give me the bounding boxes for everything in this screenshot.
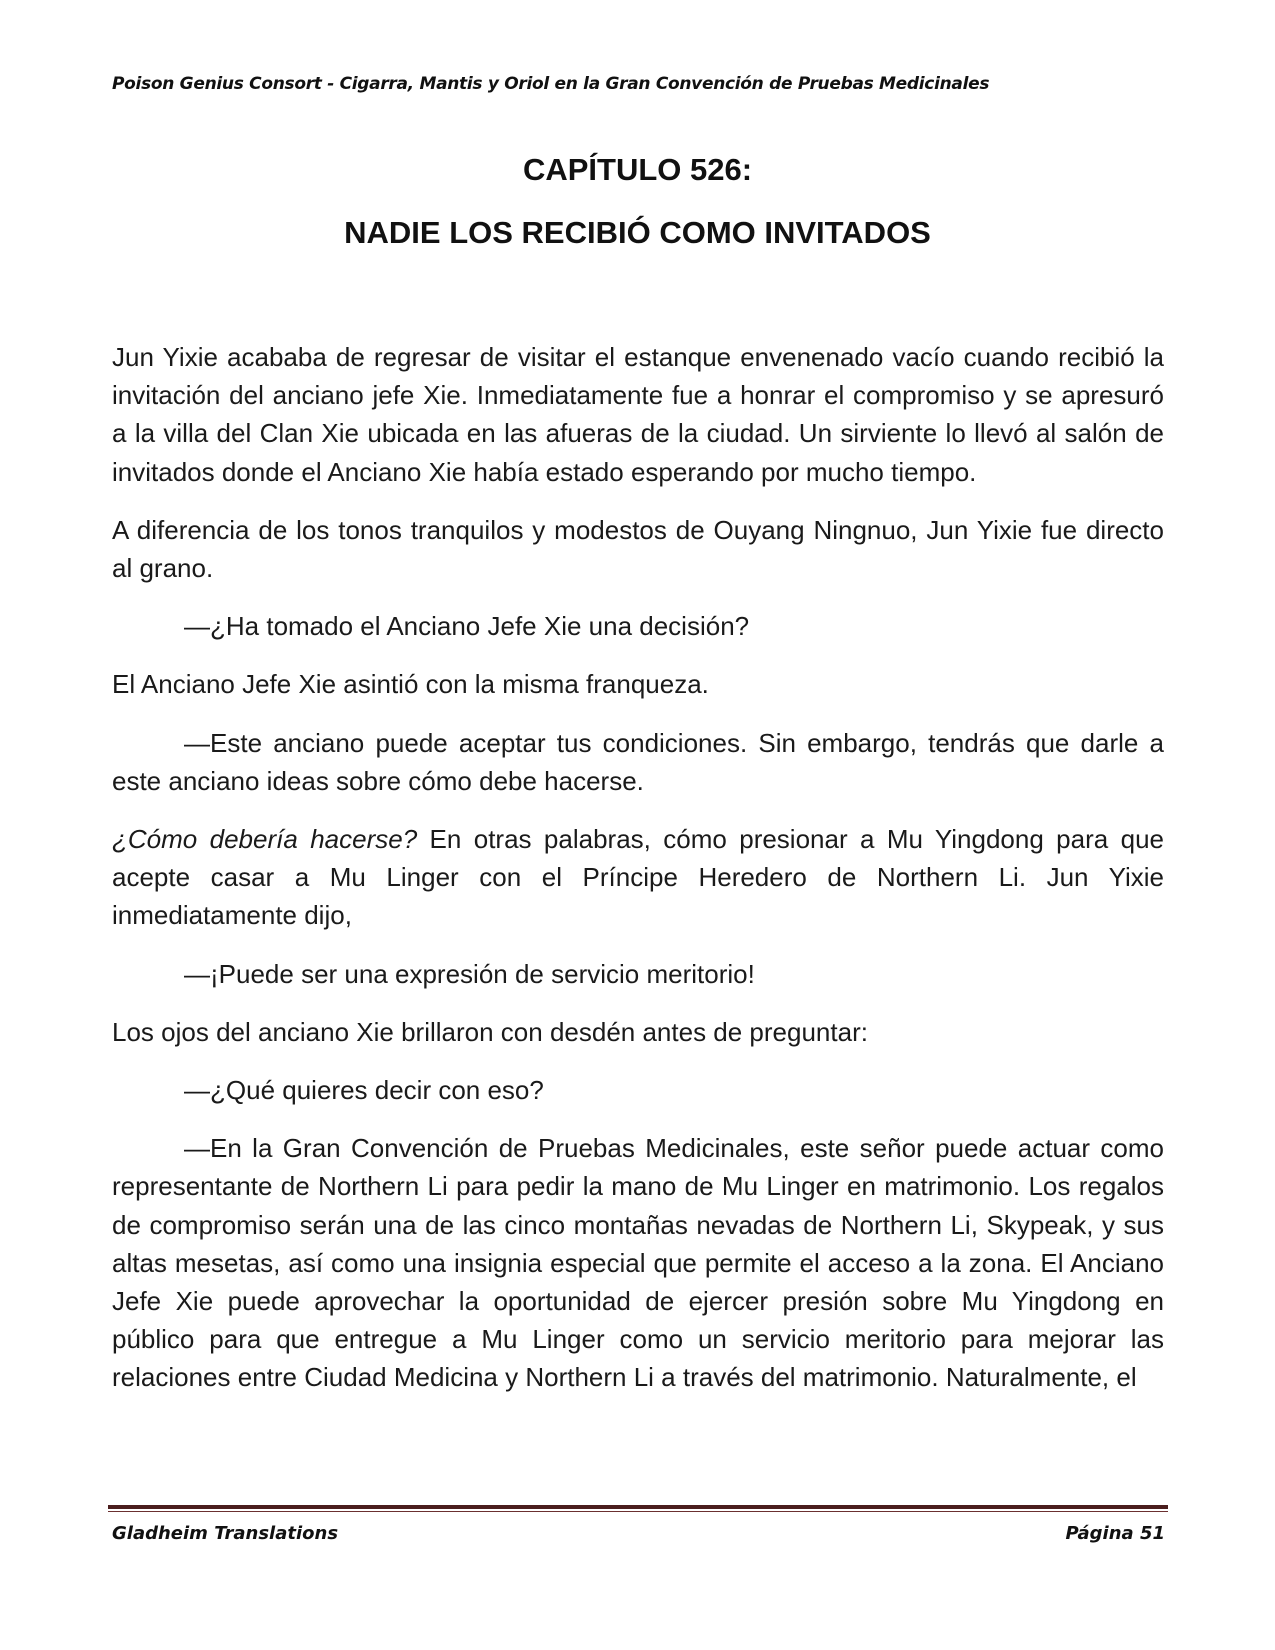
dialogue-line: —En la Gran Convención de Pruebas Medicinales, este señor puede actuar como representante de Northern Li para pedir la mano de Mu Linger en matrimonio. Los regalos de compromiso serán una de las cinco montañas nevadas de Northern Li, Skypeak, y sus altas mesetas, así como una insignia especial que permite el acceso a la zona. El Anciano Jefe Xie puede aprovechar la oportunidad de ejercer presión sobre Mu Yingdong en público para que entregue a Mu Linger como un servicio meritorio para mejorar las relaciones entre Ciudad Medicina y Northern Li a través del matrimonio. Naturalmente, el (112, 1133, 1164, 1393)
paragraph: A diferencia de los tonos tranquilos y modestos de Ouyang Ningnuo, Jun Yixie fue directo al grano. (112, 514, 1164, 584)
dialogue-line: —¿Qué quieres decir con eso? (184, 1075, 544, 1106)
footer-translator: Gladheim Translations (112, 1523, 339, 1544)
dialogue-line: —¿Ha tomado el Anciano Jefe Xie una decisión? (184, 611, 750, 642)
footer-divider (108, 1505, 1168, 1512)
paragraph (112, 820, 1164, 935)
chapter-title: NADIE LOS RECIBIÓ COMO INVITADOS (344, 215, 931, 250)
paragraph: Los ojos del anciano Xie brillaron con desdén antes de preguntar: (112, 1016, 868, 1047)
page-number: Página 51 (1065, 1523, 1165, 1544)
running-header: Poison Genius Consort - Cigarra, Mantis y Oriol en la Gran Convención de Pruebas Medicinales (112, 74, 990, 94)
dialogue-line: —¡Puede ser una expresión de servicio meritorio! (184, 958, 755, 989)
footer-divider-thick (108, 1505, 1168, 1509)
paragraph: Jun Yixie acababa de regresar de visitar el estanque envenenado vacío cuando recibió la invitación del anciano jefe Xie. Inmediatamente fue a honrar el compromiso y se apresuró a la villa del Clan Xie ubicada en las afueras de la ciudad. Un sirviente lo llevó al salón de invitados donde el Anciano Xie había estado esperando por mucho tiempo. (112, 342, 1164, 487)
chapter-number: CAPÍTULO 526: (522, 152, 753, 187)
footer-divider-thin (108, 1511, 1168, 1512)
paragraph: El Anciano Jefe Xie asintió con la misma franqueza. (112, 669, 709, 700)
italic-thought: ¿Cómo debería hacerse? (112, 824, 418, 855)
dialogue-line: —Este anciano puede aceptar tus condiciones. Sin embargo, tendrás que darle a este anciano ideas sobre cómo debe hacerse. (112, 727, 1164, 796)
body-text (112, 338, 1164, 1417)
paragraph-rest: En otras palabras, cómo presionar a Mu Yingdong para que acepte casar a Mu Linger con el Príncipe Heredero de Northern Li. Jun Yixie inmediatamente dijo, (112, 824, 1164, 931)
